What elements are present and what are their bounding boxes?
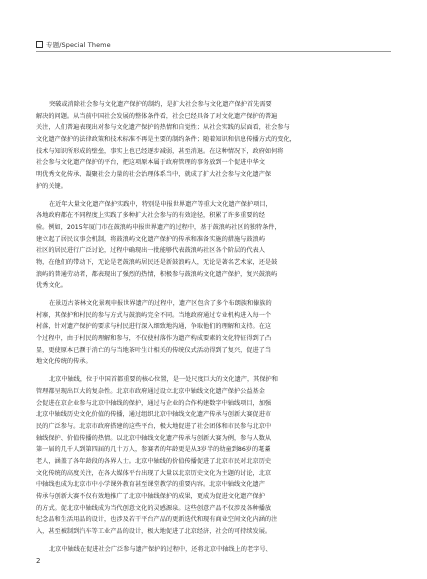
text-line: 轴线保护、价值传播的热情。以北京中轴线文化遗产传承与创新大赛为例，参与人数从 bbox=[36, 434, 272, 442]
text-line: 民的广泛参与。北京市政府搭建的这些平台，极大地促进了社会团体和市民参与北京中 bbox=[36, 422, 272, 430]
text-line: 地文化传统的传承。 bbox=[36, 358, 92, 366]
text-line: 北京中轴线历史文化价值的传播，通过组织北京中轴线文化遗产传承与创新大赛促进市 bbox=[36, 411, 272, 419]
paragraph bbox=[36, 298, 391, 368]
text-line: 传承与创新大赛不仅有效地推广了北京中轴线保护的成果，更成为促进文化遗产保护 bbox=[36, 493, 265, 500]
text-line: 第一届的几千人到第四届的几十万人，参赛者的年龄更是从3岁半的幼童到86岁的耄耋 bbox=[36, 446, 271, 454]
text-line: 物，在他们的带动下，无论是老鼓浪屿居民还是新鼓浪屿人，无论是著名艺术家，还是鼓 bbox=[36, 258, 278, 266]
text-line: 纪念品和生活用品的设计，也涉及若干平台产品的更新迭代和现有商业空间文化内涵的注 bbox=[36, 516, 278, 524]
paragraph bbox=[36, 374, 391, 538]
text-line: 北京中轴线，位于中国首都重要的核心位置，是一处尺度巨大的文化遗产，其保护和 bbox=[49, 376, 278, 384]
text-line: 会促进在京企业参与北京中轴线的保护，通过与企业的合作构建数字中轴线项目，加强 bbox=[36, 399, 272, 407]
text-line: 文化遗产保护的法律政策和技术标准不再是主要的制约条件；随着知识和信息传播方式的变化， bbox=[36, 136, 296, 144]
text-line: 在景迈古茶林文化景观申报世界遗产的过程中，遗产区包含了多个布朗族和傣族的 bbox=[49, 300, 272, 307]
section-label: 专题/Special Theme bbox=[46, 41, 111, 49]
text-line: 社区的居民进行广泛讨论，过程中确现出一批能够代表鼓浪屿社区各个阶层的代表人 bbox=[36, 247, 265, 255]
text-line: 在近年大量文化遗产保护实践中，特别是申报世界遗产等重大文化遗产保护项目， bbox=[49, 200, 272, 208]
text-line: 突破或消除社会参与文化遗产保护的制约，是扩大社会参与文化遗产保护首先需要 bbox=[49, 101, 272, 108]
text-line: 建立起了居民议事会机制，将鼓浪屿文化遗产保护的传承和准备实施的措施与鼓浪屿 bbox=[36, 235, 265, 243]
text-line: 护的关键。 bbox=[36, 182, 67, 190]
page-number: 2 bbox=[36, 557, 41, 565]
text-line: 村寨，其保护和村民的参与方式与鼓浪屿完全不同。当地政府通过专业机构进入每一个 bbox=[36, 311, 272, 319]
text-line: 的方式。促北京中轴线成为当代创意文化的灵感源泉。这些创意产品不仅涉及各种播放 bbox=[36, 504, 272, 512]
text-line: 优秀文化。 bbox=[36, 282, 67, 290]
text-line: 各地政府都在不同程度上实践了多种扩大社会参与的有效途径，积累了许多重要的经 bbox=[36, 212, 265, 220]
square-outline-icon bbox=[36, 41, 43, 48]
text-line: 明优秀文化传承、凝聚社会力量的社会治理体系当中，就成了扩大社会参与文化遗产保 bbox=[36, 171, 272, 179]
text-line: 显，更使原本已濒于消亡的与当地茶叶生计相关的传统仪式活动得到了复兴，促进了当 bbox=[36, 346, 272, 354]
paragraph bbox=[36, 544, 391, 556]
paragraph bbox=[36, 99, 391, 193]
text-line: 验。例如，2015年厦门市在鼓浪屿申报世界遗产的过程中，基于鼓浪屿社区的独特条件， bbox=[36, 223, 281, 231]
text-line: 老人，涵盖了各年龄段的各界人士。北京中轴线的价值传播促进了北京市民对北京历史 bbox=[36, 457, 272, 465]
text-line: 关注，人们普遍表现出对参与文化遗产保护的热情和自觉性；从社会实践的层面看，社会参与 bbox=[36, 124, 290, 132]
text-line: 中轴线也成为北京市中小学课外教育甚至课堂教学的重要内容。北京中轴线文化遗产 bbox=[36, 481, 265, 489]
header-divider bbox=[36, 51, 391, 52]
text-line: 个过程中，由于村民的理解和参与，不仅使村落作为遗产构成要素的文化特征得到了凸 bbox=[36, 335, 272, 343]
article-body bbox=[36, 99, 391, 561]
text-line: 技术与知识所形成的壁垒，事实上也已经逐步减弱，甚至消退。在这种情况下，政府如何将 bbox=[36, 147, 284, 155]
text-line: 解决的问题。从当前中国社会发展的整体条件看，社会已经具备了对文化遗产保护的普遍 bbox=[36, 112, 278, 120]
text-line: 社会参与文化遗产保护的平台，把这项原本属于政府管理的事务放到一个促进中华文 bbox=[36, 159, 265, 167]
section-header bbox=[36, 40, 111, 49]
text-line: 入，甚至被制到汽车等工业产品的设计，极大地促进了北京经济，社会的可持续发展。 bbox=[36, 528, 272, 536]
text-line: 北京中轴线在促进社会广泛参与遗产保护的过程中，还将北京中轴线上的老字号、 bbox=[49, 545, 272, 553]
text-line: 浪屿的普通劳动者，都表现出了强烈的热情，积极参与鼓浪屿文化遗产保护，复兴鼓浪屿 bbox=[36, 270, 278, 278]
text-line: 文化传统的高度关注，在各大媒体平台出现了大量以北京历史文化为主题的讨论，北京 bbox=[36, 469, 272, 477]
text-line: 村落，针对遗产保护的要求与村民进行深入细致地沟通，争取他们的理解和支持。在这 bbox=[36, 323, 272, 331]
text-line: 管理都呈现出巨大的复杂性。北京市政府通过设立北京中轴线文化遗产保护公益基金 bbox=[36, 387, 265, 395]
paragraph bbox=[36, 199, 391, 293]
